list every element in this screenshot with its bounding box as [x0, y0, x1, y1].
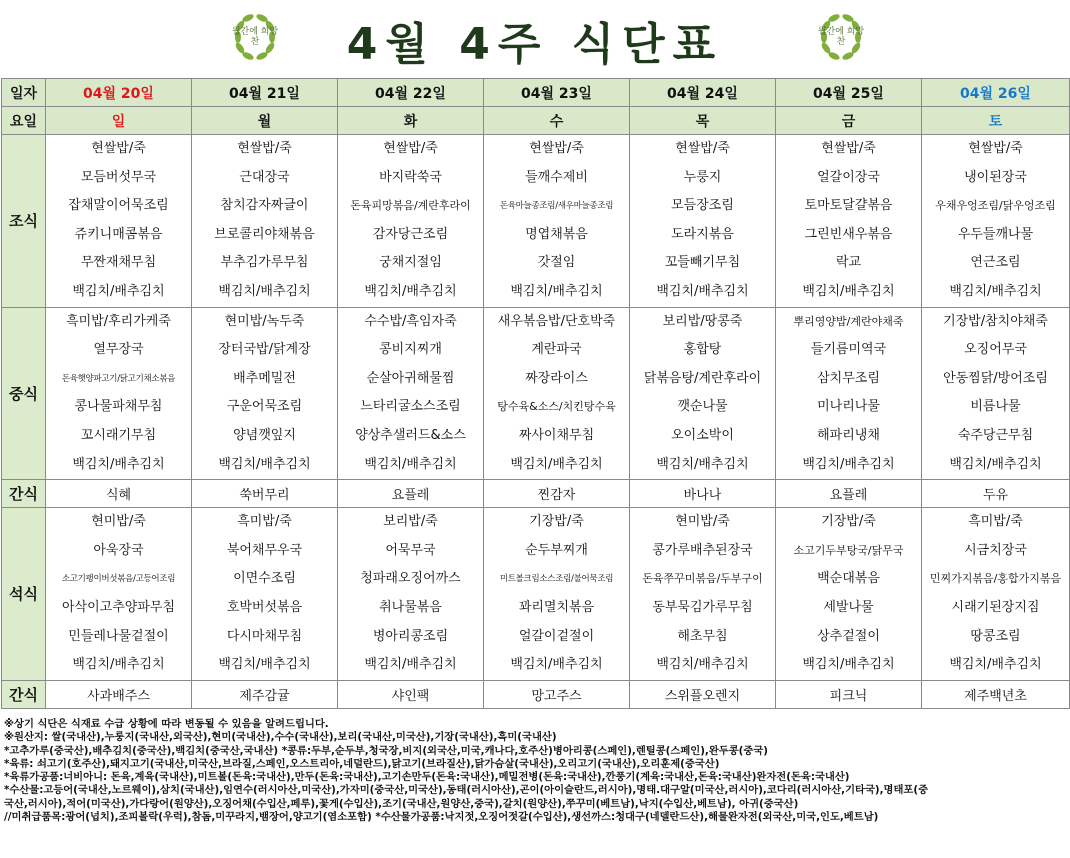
menu-item: 모듬장조림: [671, 198, 734, 214]
lunch-cell: [338, 307, 484, 480]
menu-item: 기장밥/죽: [529, 514, 584, 530]
menu-item: 얼갈이장국: [817, 169, 880, 185]
menu-item: 소고기두부탕국/닭무국: [793, 543, 904, 557]
menu-item: 백순대볶음: [817, 571, 880, 587]
day-cell: 토: [922, 107, 1070, 135]
menu-item: 닭볶음탕/계란후라이: [643, 370, 762, 386]
menu-item: 꼬들빼기무침: [664, 255, 741, 271]
menu-item: 수수밥/흑임자죽: [364, 313, 457, 329]
snack-cell: 망고주스: [484, 680, 630, 708]
menu-item: 우두들깨나물: [957, 226, 1034, 242]
menu-item: 현쌀밥/죽: [237, 141, 292, 156]
lunch-cell: [484, 307, 630, 480]
lunch-row: [2, 307, 1070, 480]
lunch-cell: [630, 307, 776, 480]
menu-item: 연근조림: [970, 255, 1021, 271]
menu-item: 돈육쭈꾸미볶음/두부구이: [642, 572, 763, 586]
breakfast-cell: [338, 135, 484, 308]
menu-item: 콩가루배추된장국: [652, 542, 753, 558]
header: [0, 0, 1070, 78]
menu-item: 보리밥/땅콩죽: [662, 313, 743, 329]
menu-item: 해초무침: [677, 628, 728, 644]
menu-item: 오이소박이: [671, 427, 734, 443]
snack-cell: 피크닉: [776, 680, 922, 708]
menu-item: 바지락쑥국: [379, 169, 442, 185]
menu-item: 백김치/배추김치: [802, 657, 895, 673]
breakfast-cell: [484, 135, 630, 308]
day-cell: 일: [46, 107, 192, 135]
menu-item: 백김치/배추김치: [72, 657, 165, 673]
breakfast-cell: [192, 135, 338, 308]
date-cell: 04월 24일: [630, 79, 776, 107]
breakfast-cell: [46, 135, 192, 308]
menu-item: 병아리콩조림: [372, 628, 449, 644]
menu-item: 이면수조림: [233, 571, 296, 587]
menu-item: 참치감자짜글이: [220, 198, 309, 214]
menu-item: 백김치/배추김치: [364, 283, 457, 299]
menu-item: 민찌가지볶음/홍합가지볶음: [929, 572, 1062, 586]
breakfast-cell: [630, 135, 776, 308]
menu-item: 돈육마늘종조림/새우마늘종조림: [499, 201, 614, 212]
menu-item: 현쌀밥/죽: [91, 141, 146, 156]
snack-cell: 두유: [922, 480, 1070, 508]
menu-item: 누룽지: [683, 169, 722, 185]
menu-table: [1, 78, 1070, 709]
menu-item: 백김치/배추김치: [510, 657, 603, 673]
snack1-label: 간식: [2, 480, 46, 508]
menu-item: 무짠재채무침: [80, 255, 157, 271]
day-cell: 목: [630, 107, 776, 135]
menu-item: 뿌리영양밥/계란야채죽: [793, 314, 904, 328]
menu-item: 락교: [835, 255, 862, 271]
menu-item: 상추겉절이: [817, 628, 880, 644]
menu-item: 비름나물: [970, 399, 1021, 415]
menu-item: 백김치/배추김치: [949, 456, 1042, 472]
dinner-label: 석식: [2, 508, 46, 681]
menu-item: 백김치/배추김치: [72, 456, 165, 472]
menu-item: 해파리냉채: [817, 427, 880, 443]
menu-item: 장터국밥/닭계장: [218, 342, 311, 358]
date-cell: 04월 21일: [192, 79, 338, 107]
menu-item: 짜장라이스: [525, 370, 588, 386]
menu-item: 꽈리멸치볶음: [518, 599, 595, 615]
menu-item: 오징어무국: [964, 342, 1027, 358]
lunch-cell: [776, 307, 922, 480]
snack2-label: 간식: [2, 680, 46, 708]
menu-item: 명엽채볶음: [525, 226, 588, 242]
day-label: 요일: [2, 107, 46, 135]
menu-item: 다시마채무침: [226, 628, 303, 644]
menu-item: 토마토달걀볶음: [804, 198, 893, 214]
notes: [4, 718, 1066, 824]
menu-item: 브로콜리야채볶음: [214, 226, 315, 242]
menu-item: 들기름미역국: [810, 342, 887, 358]
menu-item: 현미밥/죽: [675, 514, 730, 530]
menu-item: 시금치장국: [964, 542, 1027, 558]
logo-right: [814, 10, 868, 64]
menu-item: 느타리굴소스조림: [360, 399, 461, 415]
menu-item: 취나물볶음: [379, 599, 442, 615]
menu-item: 현쌀밥/죽: [529, 141, 584, 156]
menu-item: 아욱장국: [93, 542, 144, 558]
dinner-cell: [630, 508, 776, 681]
dinner-cell: [922, 508, 1070, 681]
menu-item: 모듬버섯무국: [80, 169, 157, 185]
dinner-cell: [776, 508, 922, 681]
menu-item: 숙주당근무침: [957, 427, 1034, 443]
day-row: [2, 107, 1070, 135]
menu-item: 백김치/배추김치: [802, 456, 895, 472]
menu-item: 어묵무국: [385, 542, 436, 558]
menu-item: 근대장국: [239, 169, 290, 185]
day-cell: 수: [484, 107, 630, 135]
menu-item: 들깨수제비: [525, 169, 588, 185]
snack-cell: 쑥버무리: [192, 480, 338, 508]
menu-item: 안동찜닭/방어조림: [943, 370, 1048, 386]
menu-item: 백김치/배추김치: [218, 283, 311, 299]
menu-item: 동부묵김가루무침: [652, 599, 753, 615]
lunch-label: 중식: [2, 307, 46, 480]
menu-item: 백김치/배추김치: [72, 283, 165, 299]
snack-cell: 사과배주스: [46, 680, 192, 708]
logo-text: 월간에 희망찬: [231, 27, 279, 47]
menu-item: 구운어묵조림: [226, 399, 303, 415]
menu-item: 짜사이채무침: [518, 427, 595, 443]
snack-cell: 제주백년초: [922, 680, 1070, 708]
lunch-cell: [46, 307, 192, 480]
menu-item: 삼치무조림: [817, 370, 880, 386]
menu-item: 배추메밀전: [233, 370, 296, 386]
snack-cell: 식혜: [46, 480, 192, 508]
day-cell: 월: [192, 107, 338, 135]
dinner-cell: [192, 508, 338, 681]
menu-item: 감자당근조림: [372, 226, 449, 242]
menu-item: 도라지볶음: [671, 226, 734, 242]
menu-item: 우채우엉조림/닭우엉조림: [935, 199, 1056, 213]
menu-item: 탕수육&소스/치킨탕수육: [497, 400, 616, 414]
date-cell: 04월 25일: [776, 79, 922, 107]
menu-item: 북어채무우국: [226, 542, 303, 558]
menu-item: 백김치/배추김치: [949, 283, 1042, 299]
lunch-cell: [922, 307, 1070, 480]
note-line: ※상기 식단은 식재료 수급 상황에 따라 변동될 수 있음을 알려드립니다.: [4, 718, 329, 730]
lunch-cell: [192, 307, 338, 480]
breakfast-row: [2, 135, 1070, 308]
menu-item: 양상추샐러드&소스: [355, 427, 466, 443]
menu-item: 얼갈이겉절이: [518, 628, 595, 644]
menu-item: 미나리나물: [817, 399, 880, 415]
menu-item: 보리밥/죽: [383, 514, 438, 530]
menu-item: 갓절임: [537, 255, 576, 271]
note-line: *육류가공품:너비아니: 돈육,계육(국내산),미트볼(돈육:국내산),만두(돈육:국내산),고기손만두(돈육:국내산),메밀전병(돈육:국내산),깐풍기(계육:국내산,돈육:국내산)완자전(돈육:국내산): [4, 771, 850, 784]
note-line: *육류: 쇠고기(호주산),돼지고기(국내산,미국산,브라질,스페인,오스트리아,네덜란드),닭고기(브라질산),닭가슴살(국내산),오리고기(국내산),오리훈제(중국산): [4, 757, 720, 770]
snack-cell: 요플레: [338, 480, 484, 508]
menu-item: 백김치/배추김치: [510, 283, 603, 299]
logo-text: 월간에 희망찬: [817, 27, 865, 47]
menu-item: 돈육햇양파고기/닭고기채소볶음: [61, 373, 176, 384]
menu-item: 소고기팽이버섯볶음/고등어조림: [61, 574, 176, 585]
menu-item: 양념깻잎지: [233, 427, 296, 443]
menu-item: 현쌀밥/죽: [968, 141, 1023, 156]
menu-item: 현미밥/녹두죽: [224, 313, 305, 329]
menu-item: 백김치/배추김치: [802, 283, 895, 299]
menu-item: 현쌀밥/죽: [675, 141, 730, 156]
note-line: //미취급품목:광어(넙치),조피볼락(우럭),참돔,미꾸라지,뱀장어,양고기(염소포함) *수산물가공품:낙지젓,오징어젓갈(수입산),생선까스:청대구(네델란드산),해물완자전(외국산,미국,인도,베트남): [4, 811, 879, 824]
menu-item: 백김치/배추김치: [656, 456, 749, 472]
menu-item: 새우볶음밥/단호박죽: [497, 313, 616, 329]
breakfast-label: 조식: [2, 135, 46, 308]
day-cell: 금: [776, 107, 922, 135]
dinner-cell: [46, 508, 192, 681]
snack-cell: 샤인팩: [338, 680, 484, 708]
menu-item: 현쌀밥/죽: [821, 141, 876, 156]
menu-item: 콩나물파채무침: [74, 399, 163, 415]
date-cell: 04월 26일: [922, 79, 1070, 107]
snack2-row: [2, 680, 1070, 708]
menu-item: 꼬시래기무침: [80, 427, 157, 443]
menu-item: 백김치/배추김치: [510, 456, 603, 472]
snack1-row: [2, 480, 1070, 508]
menu-item: 궁채지절임: [379, 255, 442, 271]
menu-item: 쥬키니매콤볶음: [74, 226, 163, 242]
date-cell: 04월 20일: [46, 79, 192, 107]
menu-item: 현미밥/죽: [91, 514, 146, 530]
menu-item: 기장밥/죽: [821, 514, 876, 530]
menu-item: 홍합탕: [683, 342, 722, 358]
breakfast-cell: [922, 135, 1070, 308]
menu-item: 아삭이고추양파무침: [61, 599, 176, 615]
menu-item: 시래기된장지짐: [951, 599, 1040, 615]
menu-item: 백김치/배추김치: [364, 657, 457, 673]
menu-item: 돈육피망볶음/계란후라이: [350, 199, 471, 213]
date-cell: 04월 22일: [338, 79, 484, 107]
date-row: [2, 79, 1070, 107]
menu-item: 순두부찌개: [525, 542, 588, 558]
menu-item: 열무장국: [93, 342, 144, 358]
menu-item: 계란파국: [531, 342, 582, 358]
menu-item: 세발나물: [823, 599, 874, 615]
menu-item: 미트볼크림소스조림/불어묵조림: [499, 574, 614, 585]
menu-item: 청파래오징어까스: [360, 571, 461, 587]
menu-item: 흑미밥/죽: [968, 514, 1023, 530]
menu-item: 백김치/배추김치: [656, 657, 749, 673]
menu-item: 호박버섯볶음: [226, 599, 303, 615]
note-line: 국산,러시아),적어(미국산),가다랑어(원양산),오징어채(수입산,페루),꽃게(수입산),조기(국내산,원양산,중국),갈치(원양산),쭈꾸미(베트남),낙지(수입산,베트남), 아귀(중국산): [4, 797, 799, 810]
menu-item: 백김치/배추김치: [949, 657, 1042, 673]
breakfast-cell: [776, 135, 922, 308]
menu-item: 부추김가루무침: [220, 255, 309, 271]
dinner-cell: [338, 508, 484, 681]
note-line: *고추가루(중국산),배추김치(중국산),백김치(중국산,국내산) *콩류:두부,순두부,청국장,비지(외국산,미국,캐나다,호주산)병아리콩(스페인),렌틸콩(스페인),완두콩(중국): [4, 744, 768, 757]
snack-cell: 바나나: [630, 480, 776, 508]
page-title: 4월 4주 식단표: [346, 19, 724, 70]
menu-item: 그린빈새우볶음: [804, 226, 893, 242]
dinner-cell: [484, 508, 630, 681]
menu-item: 현쌀밥/죽: [383, 141, 438, 156]
menu-item: 백김치/배추김치: [364, 456, 457, 472]
menu-item: 백김치/배추김치: [218, 657, 311, 673]
snack-cell: 제주감귤: [192, 680, 338, 708]
dinner-row: [2, 508, 1070, 681]
menu-item: 흑미밥/후리가케죽: [66, 313, 171, 329]
date-label: 일자: [2, 79, 46, 107]
menu-item: 기장밥/참치야채죽: [943, 313, 1048, 329]
menu-item: 깻순나물: [677, 399, 728, 415]
menu-item: 백김치/배추김치: [656, 283, 749, 299]
menu-item: 민들레나물겉절이: [68, 628, 169, 644]
menu-item: 냉이된장국: [964, 169, 1027, 185]
snack-cell: 찐감자: [484, 480, 630, 508]
menu-item: 땅콩조림: [970, 628, 1021, 644]
menu-item: 잡채말이어묵조림: [68, 198, 169, 214]
day-cell: 화: [338, 107, 484, 135]
date-cell: 04월 23일: [484, 79, 630, 107]
menu-item: 순살아귀해물찜: [366, 370, 455, 386]
menu-item: 콩비지찌개: [379, 342, 442, 358]
menu-item: 백김치/배추김치: [218, 456, 311, 472]
note-line: *수산물:고등어(국내산,노르웨이),삼치(국내산),임연수(러시아산,미국산),가자미(중국산,미국산),동태(러시아산),곤이(아이슬란드,러시아),명태.대구알(미국산,러시아),코다리(러시아산,기타국),명태포(중: [4, 784, 929, 797]
snack-cell: 스위플오렌지: [630, 680, 776, 708]
menu-item: 흑미밥/죽: [237, 514, 292, 530]
note-line: ※원산지: 쌀(국내산),누룽지(국내산,외국산),현미(국내산),수수(국내산),보리(국내산,미국산),기장(국내산),흑미(국내산): [4, 731, 557, 744]
snack-cell: 요플레: [776, 480, 922, 508]
